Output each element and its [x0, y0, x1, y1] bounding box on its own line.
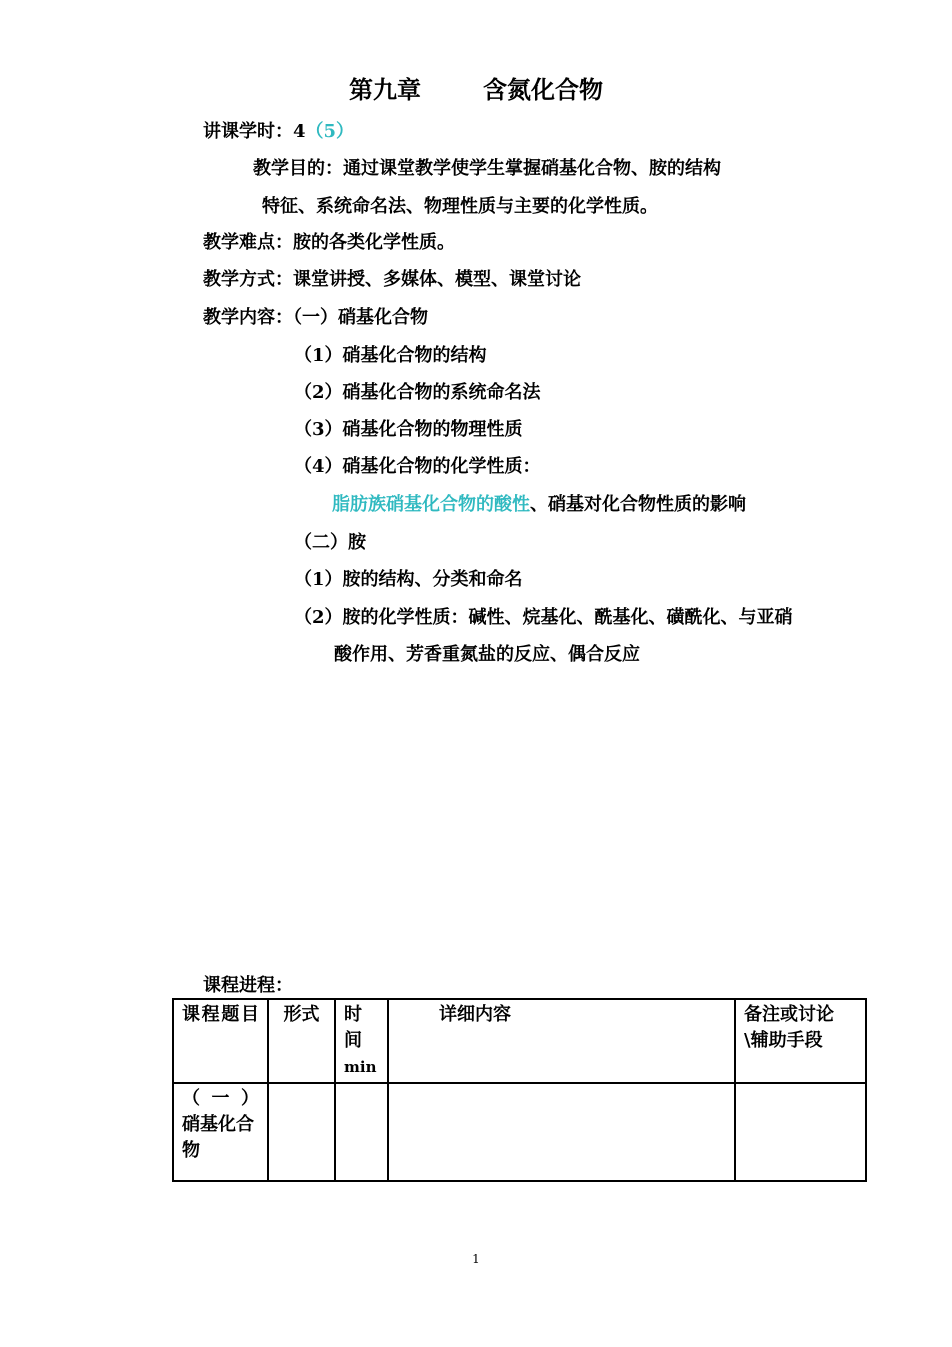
lecture-hours-alt: （5） [305, 121, 355, 142]
page-number: 1 [472, 1252, 480, 1266]
objective-line-1: 教学目的：通过课堂教学使学生掌握硝基化合物、胺的结构 [253, 158, 721, 179]
amine-item-2-continued: 酸作用、芳香重氮盐的反应、偶合反应 [334, 644, 640, 665]
header-topic [173, 999, 268, 1083]
teaching-difficulty: 教学难点：胺的各类化学性质。 [203, 232, 455, 253]
row-topic [173, 1083, 268, 1181]
header-topic-text: 课程题目 [182, 1004, 259, 1025]
nitro-item-2: （2）硝基化合物的系统命名法 [294, 382, 541, 403]
table-row [173, 1083, 866, 1181]
lecture-hours [203, 121, 354, 143]
row-notes [735, 1083, 866, 1181]
amine-item-1: （1）胺的结构、分类和命名 [294, 569, 523, 590]
nitro-item-3: （3）硝基化合物的物理性质 [294, 419, 523, 440]
nitro-detail-rest: 、硝基对化合物性质的影响 [530, 494, 746, 515]
header-time-text: 时间 [344, 1004, 362, 1051]
page-title [0, 75, 952, 105]
content-heading: 教学内容：（一）硝基化合物 [203, 307, 428, 328]
header-notes: 备注或讨论\辅助手段 [735, 999, 866, 1083]
objective-line-2: 特征、系统命名法、物理性质与主要的化学性质。 [262, 196, 658, 217]
amine-item-2: （2）胺的化学性质：碱性、烷基化、酰基化、磺酰化、与亚硝 [294, 607, 793, 628]
header-time [335, 999, 388, 1083]
nitro-item-1: （1）硝基化合物的结构 [294, 345, 487, 366]
header-time-unit: min [344, 1058, 377, 1076]
amine-heading: （二）胺 [294, 532, 366, 553]
nitro-item-4: （4）硝基化合物的化学性质： [294, 456, 541, 477]
chapter-name: 含氮化合物 [483, 75, 603, 104]
row-time [335, 1083, 388, 1181]
teaching-method: 教学方式：课堂讲授、多媒体、模型、课堂讨论 [203, 269, 581, 290]
header-form: 形式 [268, 999, 335, 1083]
row-form [268, 1083, 335, 1181]
header-detail: 详细内容 [388, 999, 735, 1083]
lecture-hours-value: 4 [293, 121, 306, 142]
row-topic-line-1: （一） [182, 1088, 259, 1109]
row-topic-line-2: 硝基化合物 [182, 1114, 254, 1161]
row-detail [388, 1083, 735, 1181]
chapter-number: 第九章 [349, 75, 421, 104]
nitro-detail-highlight: 脂肪族硝基化合物的酸性 [332, 494, 530, 515]
course-progress-table [172, 998, 867, 1182]
nitro-detail [332, 494, 746, 516]
course-progress-label: 课程进程： [203, 975, 293, 996]
table-header-row [173, 999, 866, 1083]
lecture-hours-label: 讲课学时： [203, 121, 293, 142]
